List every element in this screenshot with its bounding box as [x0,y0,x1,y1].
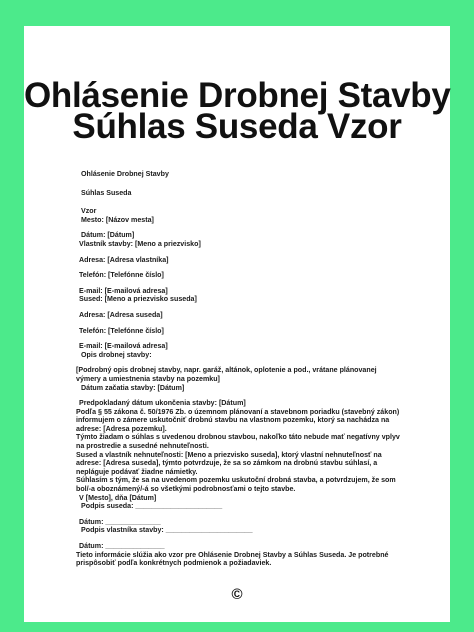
page-title [24,76,451,146]
document-paragraph: E-mail: [E-mailová adresa] [79,342,168,351]
document-paragraph: [Podrobný opis drobnej stavby, napr. garáž, altánok, oplotenie a pod., vrátane plánovanej výmery a umiestnenia stavby na pozemku] [76,366,377,383]
document-paragraph: Dátum začatia stavby: [Dátum] [81,383,185,392]
document-paragraph: Dátum: ______________ [79,517,161,526]
document-paragraph: Sused a vlastník nehnuteľnosti: [Meno a priezvisko suseda], ktorý vlastní nehnuteľnosť na adrese: [Adresa suseda], týmto potvrdzuje, že sa so zámkom na drobnú stavbu súhlasí, a nepláguje podávať žiadne námietky. [76,450,382,476]
document-paragraph: Mesto: [Názov mesta] [81,215,154,224]
document-paragraph: Podľa § 55 zákona č. 50/1976 Zb. o územnom plánovaní a stavebnom poriadku (stavebný zákon) informujem o zámere uskutočniť drobnú stavbu na vlastnom pozemku, ktorý sa nachádza na adrese: [Adresa pozemku]. [76,407,400,433]
document-paragraph: Podpis vlastníka stavby: ______________________ [81,526,253,535]
document-paragraph: Týmto žiadam o súhlas s uvedenou drobnou stavbou, nakoľko táto nebude mať negatívny vplyv na prostredie a susedné nehnuteľnosti. [76,433,400,451]
document-body [76,170,402,568]
copyright-icon: © [231,586,243,603]
document-paragraph: E-mail: [E-mailová adresa] [79,286,168,295]
document-paragraph: Ohlásenie Drobnej Stavby [81,170,169,178]
document-paragraph: Dátum: _______________ [79,542,165,550]
document-paragraph: Dátum: [Dátum] [81,231,135,240]
document-paragraph: Podpis suseda: ______________________ [81,502,223,511]
document-paragraph: Vlastník stavby: [Meno a priezvisko] [79,239,201,248]
document-sheet [24,26,450,622]
document-paragraph: Telefón: [Telefónne číslo] [79,326,164,335]
title-line-2: Súhlas Suseda Vzor [72,107,402,146]
document-paragraph: Telefón: [Telefónne číslo] [79,271,164,280]
document-paragraph: Vzor [81,207,97,216]
document-paragraph: Predpokladaný dátum ukončenia stavby: [Dátum] [79,399,246,408]
document-paragraph: Súhlasím s tým, že sa na uvedenom pozemku uskutoční drobná stavba, a potvrdzujem, že som bol/-a oboznámený/-á so všetkými podrobnosťami o tejto stavbe. [76,476,396,494]
document-paragraph: Adresa: [Adresa suseda] [79,310,163,319]
document-paragraph: Sused: [Meno a priezvisko suseda] [79,295,197,304]
document-paragraph: Tieto informácie slúžia ako vzor pre Ohlásenie Drobnej Stavby a Súhlas Suseda. Je potrebné prispôsobiť podľa konkrétnych podmienok a požiadaviek. [76,550,389,568]
document-paragraph: Súhlas Suseda [81,188,132,197]
title-line-1: Ohlásenie Drobnej Stavby [24,76,451,115]
document-paragraph: V [Mesto], dňa [Dátum] [79,493,157,502]
document-paragraph: Opis drobnej stavby: [81,350,152,359]
document-paragraph: Adresa: [Adresa vlastníka] [79,255,169,264]
